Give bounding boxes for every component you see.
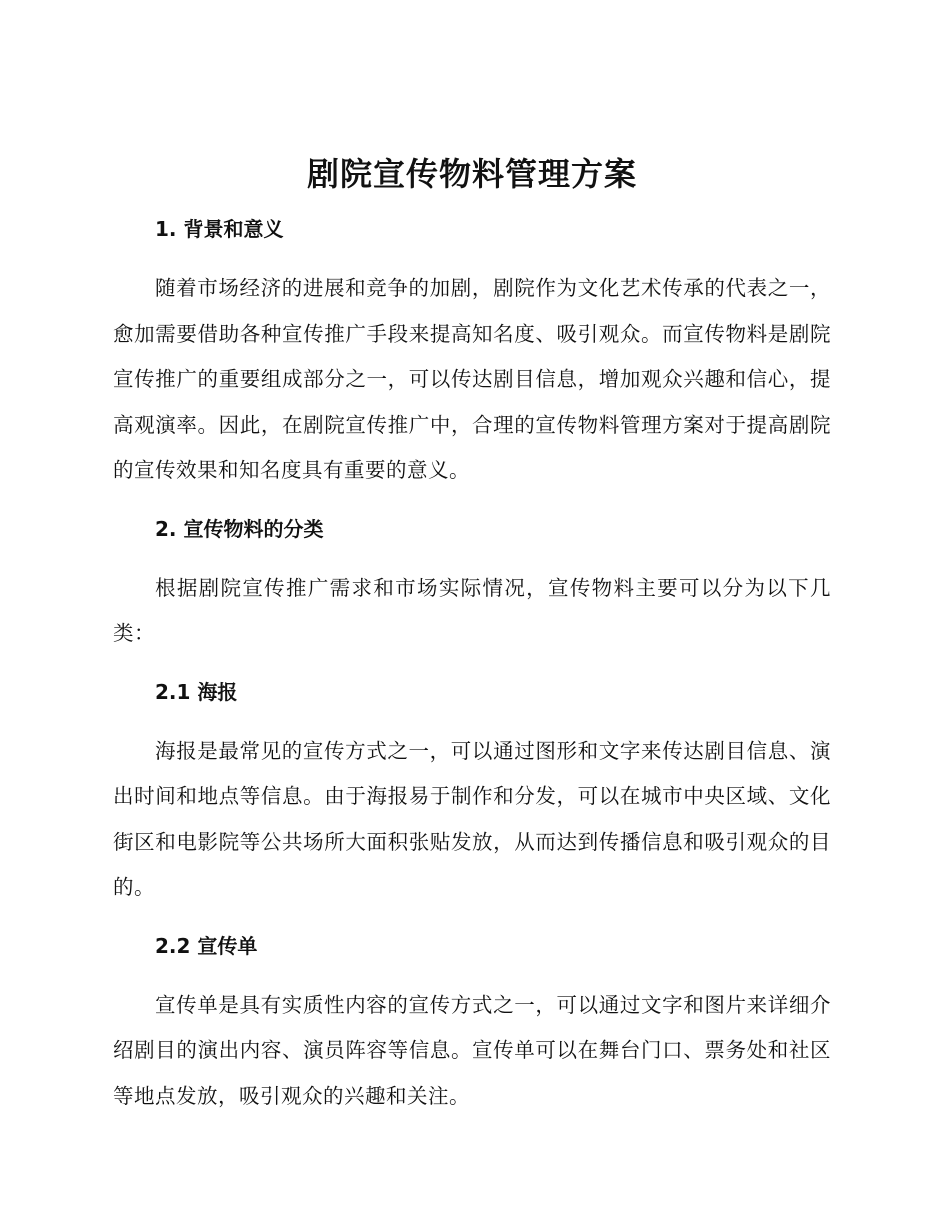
section-paragraph-poster: 海报是最常见的宣传方式之一，可以通过图形和文字来传达剧目信息、演出时间和地点等信息。由于海报易于制作和分发，可以在城市中央区域、文化街区和电影院等公共场所大面积张贴发放，从而达到传播信息和吸引观众的目的。 bbox=[113, 738, 831, 899]
document-title: 剧院宣传物料管理方案 bbox=[306, 155, 637, 193]
section-paragraph-flyer: 宣传单是具有实质性内容的宣传方式之一，可以通过文字和图片来详细介绍剧目的演出内容、演员阵容等信息。宣传单可以在舞台门口、票务处和社区等地点发放，吸引观众的兴趣和关注。 bbox=[113, 992, 831, 1108]
section-paragraph-background: 随着市场经济的进展和竞争的加剧，剧院作为文化艺术传承的代表之一，愈加需要借助各种宣传推广手段来提高知名度、吸引观众。而宣传物料是剧院宣传推广的重要组成部分之一，可以传达剧目信息，增加观众兴趣和信心，提高观演率。因此，在剧院宣传推广中，合理的宣传物料管理方案对于提高剧院的宣传效果和知名度具有重要的意义。 bbox=[113, 276, 831, 482]
section-heading-classification: 2. 宣传物料的分类 bbox=[155, 516, 324, 541]
section-heading-background: 1. 背景和意义 bbox=[155, 217, 284, 241]
section-heading-flyer: 2.2 宣传单 bbox=[155, 933, 258, 958]
section-heading-poster: 2.1 海报 bbox=[155, 679, 238, 704]
document-body bbox=[113, 148, 831, 1119]
section-paragraph-classification: 根据剧院宣传推广需求和市场实际情况，宣传物料主要可以分为以下几类： bbox=[113, 575, 831, 645]
